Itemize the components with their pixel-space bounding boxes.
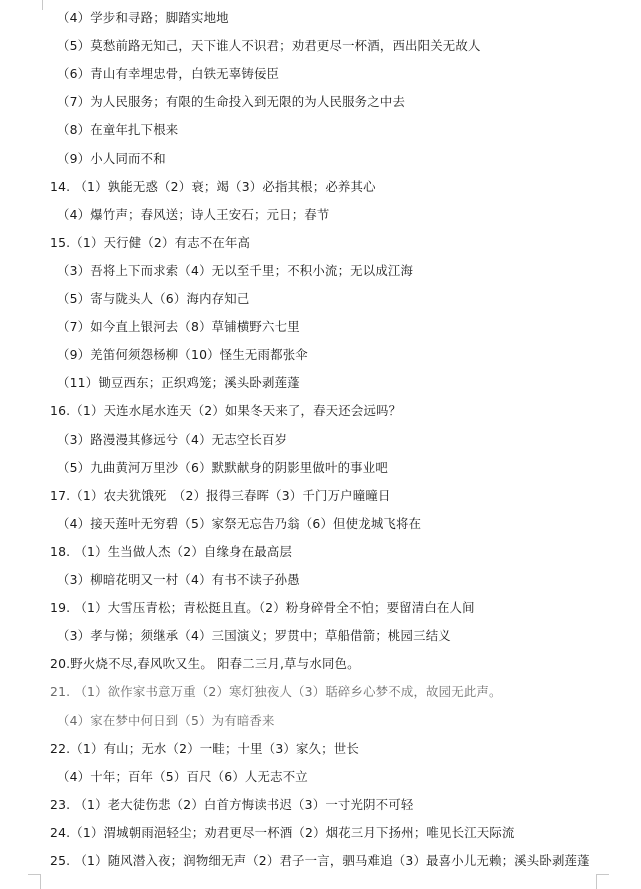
answer-line: （3）吾将上下而求索（4）无以至千里；不积小流；无以成江海	[57, 262, 414, 278]
answer-line: （4）学步和寻路；脚踏实地地	[57, 10, 229, 25]
answer-line: （4）家在梦中何日到（5）为有暗香来	[57, 712, 275, 728]
answer-line: （9）小人同而不和	[57, 150, 166, 166]
answer-line: （4）十年；百年（5）百尺（6）人无志不立	[57, 768, 308, 784]
answer-line: 14. （1）孰能无惑（2）衰；竭（3）必指其根；必养其心	[50, 178, 376, 194]
answer-line: （11）锄豆西东；正织鸡笼；溪头卧剥莲蓬	[57, 375, 300, 391]
answer-line: （6）青山有幸埋忠骨，白铁无辜铸佞臣	[57, 66, 280, 82]
answer-line: 24.（1）渭城朝雨浥轻尘；劝君更尽一杯酒（2）烟花三月下扬州；唯见长江天际流	[50, 824, 515, 840]
answer-line: （7）为人民服务；有限的生命投入到无限的为人民服务之中去	[57, 94, 406, 110]
crop-mark-bottom-right	[596, 874, 609, 889]
answer-line: 16.（1）天连水尾水连天（2）如果冬天来了，春天还会远吗？	[50, 403, 402, 419]
answer-line: 21. （1）欲作家书意万重（2）寒灯独夜人（3）聒碎乡心梦不成，故园无此声。	[50, 684, 502, 700]
answer-line: 22.（1）有山；无水（2）一畦；十里（3）家久；世长	[50, 740, 359, 756]
answer-line: （5）寄与陇头人（6）海内存知己	[57, 291, 250, 306]
crop-mark-top-left	[28, 0, 43, 10]
answer-line: （3）路漫漫其修远兮（4）无志空长百岁	[57, 431, 288, 447]
answer-line: 19. （1）大雪压青松；青松挺且直。（2）粉身碎骨全不怕；要留清白在人间	[50, 600, 475, 616]
answer-line: （5）九曲黄河万里沙（6）默默献身的阴影里做叶的事业吧	[57, 459, 388, 475]
answer-line: （3）孝与悌；须继承（4）三国演义；罗贯中；草船借箭；桃园三结义	[57, 628, 451, 644]
answer-line: （8）在童年扎下根来	[57, 122, 179, 138]
answer-line: （7）如今直上银河去（8）草铺横野六七里	[57, 319, 300, 335]
answer-line: 18. （1）生当做人杰（2）自缘身在最高层	[50, 543, 293, 559]
answer-line: （4）爆竹声；春风送；诗人王安石；元日；春节	[57, 206, 330, 222]
answer-line: 25. （1）随风潜入夜；润物细无声（2）君子一言，驷马难追（3）最喜小儿无赖；溪头卧剥莲蓬	[50, 853, 590, 868]
answer-line: （5）莫愁前路无知己，天下谁人不识君；劝君更尽一杯酒，西出阳关无故人	[57, 38, 481, 54]
answer-line: 17.（1）农夫犹饿死 （2）报得三春晖（3）千门万户曈曈日	[50, 487, 391, 503]
crop-mark-bottom-left	[28, 874, 41, 889]
answer-line: 20.野火烧不尽,春风吹又生。 阳春二三月,草与水同色。	[50, 656, 360, 672]
answer-line: （9）羌笛何须怨杨柳（10）怪生无雨都张伞	[57, 347, 308, 363]
answer-line: 15.（1）天行健（2）有志不在年高	[50, 234, 251, 250]
answer-line: （3）柳暗花明又一村（4）有书不读子孙愚	[57, 572, 300, 587]
answer-line: 23. （1）老大徒伤悲（2）白首方悔读书迟（3）一寸光阴不可轻	[50, 796, 414, 812]
answer-line: （4）接天莲叶无穷碧（5）家祭无忘告乃翁（6）但使龙城飞将在	[57, 515, 422, 531]
